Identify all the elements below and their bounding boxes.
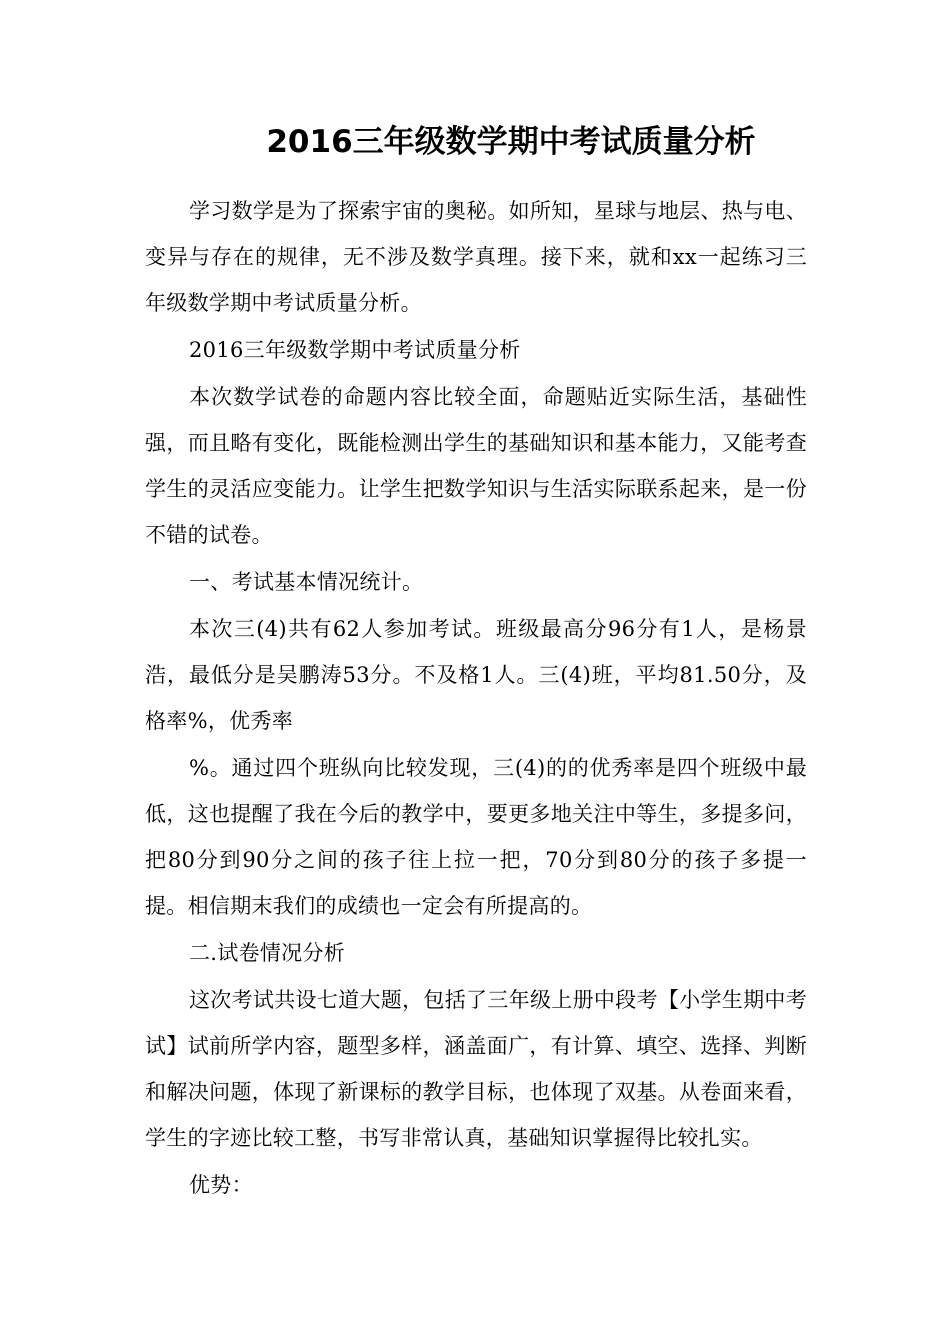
section-heading-strengths: 优势： — [189, 1173, 253, 1197]
paragraph-comparison: %。通过四个班纵向比较发现，三(4)的的优秀率是四个班级中最低，这也提醒了我在今后的教学中，要更多地关注中等生，多提多问，把80分到90分之间的孩子往上拉一把，70分到80分的孩子多提一提。相信期末我们的成绩也一定会有所提高的。 — [145, 756, 807, 918]
document-body — [145, 188, 807, 1209]
paragraph-subtitle: 2016三年级数学期中考试质量分析 — [189, 338, 521, 362]
paragraph-exam-overview: 本次数学试卷的命题内容比较全面，命题贴近实际生活，基础性强，而且略有变化，既能检测出学生的基础知识和基本能力，又能考查学生的灵活应变能力。让学生把数学知识与生活实际联系起来，是一份不错的试卷。 — [145, 385, 807, 547]
paragraph-intro: 学习数学是为了探索宇宙的奥秘。如所知，星球与地层、热与电、变异与存在的规律，无不涉及数学真理。接下来，就和xx一起练习三年级数学期中考试质量分析。 — [145, 199, 807, 315]
section-heading-paper-analysis: 二.试卷情况分析 — [189, 941, 346, 965]
paragraph-paper-analysis: 这次考试共设七道大题，包括了三年级上册中段考【小学生期中考试】试前所学内容，题型多样，涵盖面广，有计算、填空、选择、判断和解决问题，体现了新课标的教学目标，也体现了双基。从卷面来看，学生的字迹比较工整，书写非常认真，基础知识掌握得比较扎实。 — [145, 988, 807, 1150]
document-title: 2016三年级数学期中考试质量分析 — [266, 124, 756, 160]
paragraph-statistics: 本次三(4)共有62人参加考试。班级最高分96分有1人，是杨景浩，最低分是吴鹏涛53分。不及格1人。三(4)班，平均81.50分，及格率%，优秀率 — [145, 617, 807, 733]
section-heading-statistics: 一、考试基本情况统计。 — [189, 570, 424, 594]
